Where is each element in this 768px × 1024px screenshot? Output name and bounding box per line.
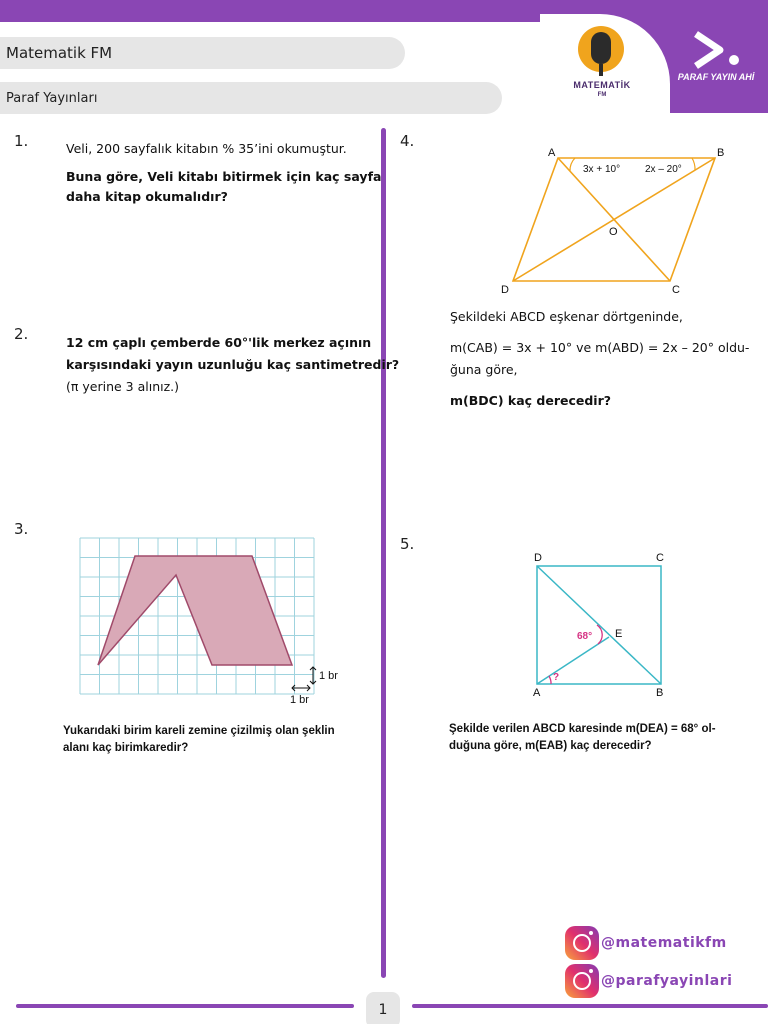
instagram-icon: [565, 964, 599, 998]
q3-grid-figure: [78, 536, 358, 708]
q4-label-c: C: [672, 284, 680, 296]
q5-square-figure: [525, 545, 675, 705]
q3-number: 3.: [14, 520, 29, 538]
q3-text-line1: Yukarıdaki birim kareli zemine çizilmiş olan şeklin: [63, 725, 335, 737]
subtitle-bar: [0, 82, 502, 114]
q4-label-b: B: [717, 147, 725, 159]
logo-mic-label: MATEMATİK: [573, 80, 631, 90]
q3-text-line2: alanı kaç birimkaredir?: [63, 742, 189, 754]
q5-unknown-label: ?: [553, 672, 560, 683]
instagram-icon: [565, 926, 599, 960]
q1-text-line1: Veli, 200 sayfalık kitabın % 35’ini okumuştur.: [66, 141, 347, 156]
q3-shape: [98, 556, 292, 665]
q3-unit-vertical: 1 br: [319, 670, 338, 682]
q2-number: 2.: [14, 325, 29, 343]
page-number: 1: [366, 992, 400, 1024]
q3-unit-horizontal: 1 br: [290, 694, 309, 706]
q5-label-a: A: [533, 687, 541, 699]
instagram-handle-1: @matematikfm: [601, 935, 727, 951]
q5-text-line2: duğuna göre, m(EAB) kaç derecedir?: [449, 740, 652, 752]
q5-text-line1: Şekilde verilen ABCD karesinde m(DEA) = 68° ol-: [449, 723, 716, 735]
q4-number: 4.: [400, 132, 415, 150]
q4-text-line1: Şekildeki ABCD eşkenar dörtgeninde,: [450, 309, 683, 324]
q5-label-b: B: [656, 687, 664, 699]
q5-label-c: C: [656, 552, 664, 564]
q5-label-d: D: [534, 552, 542, 564]
instagram-handle-2: @parafyayinlari: [601, 973, 733, 989]
social-instagram-2[interactable]: [565, 964, 732, 998]
page-title: Matematik FM: [6, 44, 113, 62]
q4-rhombus-figure: [495, 140, 745, 300]
q4-angle2: 2x – 20°: [645, 164, 682, 175]
q1-text-line3: daha kitap okumalıdır?: [66, 189, 228, 204]
q5-label-e: E: [615, 628, 623, 640]
q2-text-line3: (π yerine 3 alınız.): [66, 379, 180, 394]
social-instagram-1[interactable]: [565, 926, 727, 960]
footer-line-right: [412, 1004, 768, 1008]
q4-label-o: O: [609, 226, 618, 238]
q5-angle-label: 68°: [577, 631, 593, 642]
q4-text-line3: ğuna göre,: [450, 362, 518, 377]
q4-label-a: A: [548, 147, 556, 159]
logo-paraf-text: PARAF YAYIN AHİ: [677, 72, 755, 82]
footer-line-left: [16, 1004, 354, 1008]
title-bar: [0, 37, 405, 69]
q2-text-line1: 12 cm çaplı çemberde 60°'lik merkez açının: [66, 335, 372, 350]
q4-text-line4: m(BDC) kaç derecedir?: [450, 393, 611, 408]
column-divider: [381, 128, 386, 978]
page-subtitle: Paraf Yayınları: [6, 91, 98, 106]
q4-text-line2: m(CAB) = 3x + 10° ve m(ABD) = 2x – 20° oldu-: [450, 340, 750, 355]
q4-angle1: 3x + 10°: [583, 164, 621, 175]
paraf-logo-icon: [690, 30, 750, 70]
logo-mic-sub: FM: [597, 92, 607, 98]
q2-text-line2: karşısındaki yayın uzunluğu kaç santimetredir?: [66, 357, 400, 372]
q1-number: 1.: [14, 132, 29, 150]
q5-number: 5.: [400, 535, 415, 553]
q4-label-d: D: [501, 284, 509, 296]
q1-text-line2: Buna göre, Veli kitabı bitirmek için kaç sayfa: [66, 169, 382, 184]
